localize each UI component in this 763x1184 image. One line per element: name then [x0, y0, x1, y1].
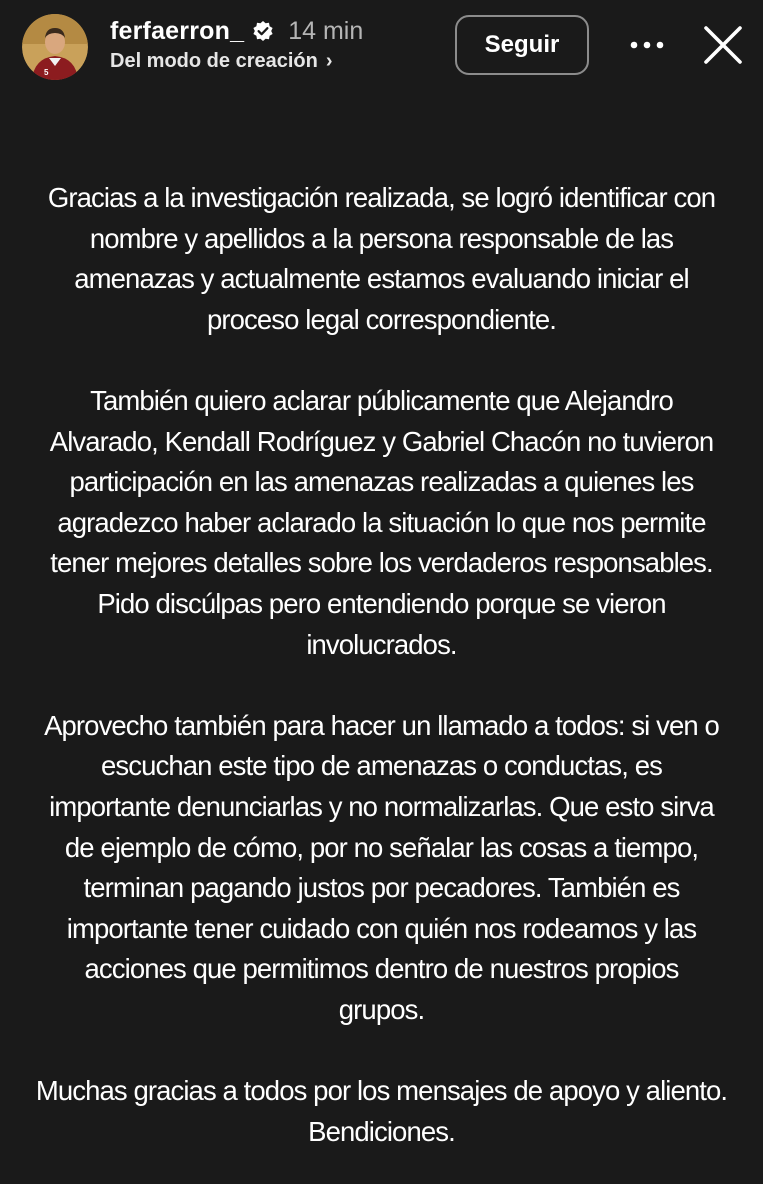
svg-text:5: 5 [44, 68, 49, 77]
creation-mode-label: Del modo de creación [110, 49, 318, 72]
story-text [0, 178, 763, 1152]
story-line: Bendiciones. [308, 1115, 455, 1147]
story-line: importante tener cuidado con quién nos rodeamos y las [66, 912, 697, 944]
story-line: Gracias a la investigación realizada, se logró identificar con [47, 182, 716, 213]
story-paragraph [0, 178, 763, 340]
story-line: Pido discúlpas pero entendiendo porque se vieron [97, 587, 666, 619]
story-line: grupos. [338, 993, 425, 1025]
story-line: de ejemplo de cómo, por no señalar las cosas a tiempo, [64, 831, 699, 863]
story-line: También quiero aclarar públicamente que Alejandro [90, 384, 673, 416]
paragraph-gap [0, 665, 763, 706]
story-line: proceso legal correspondiente. [206, 303, 557, 335]
story-line: acciones que permitimos dentro de nuestros propios [84, 953, 679, 985]
story-line: participación en las amenazas realizadas a quienes les [69, 466, 694, 498]
story-line: Aprovecho también para hacer un llamado a todos: si ven o [44, 709, 719, 741]
story-paragraph [0, 1071, 763, 1152]
chevron-right-icon: › [325, 49, 333, 72]
story-line: terminan pagando justos por pecadores. También es [83, 872, 680, 904]
story-paragraph [0, 381, 763, 665]
story-header [0, 0, 763, 92]
story-line: importante denunciarlas y no normalizarlas. Que esto sirva [49, 790, 714, 822]
close-icon [700, 22, 746, 68]
close-button[interactable] [700, 22, 746, 68]
story-line: agradezco haber aclarado la situación lo que nos permite [57, 506, 706, 538]
story-line: tener mejores detalles sobre los verdaderos responsables. [50, 547, 713, 579]
story-line: Alvarado, Kendall Rodríguez y Gabriel Chacón no tuvieron [49, 425, 714, 457]
profile-avatar[interactable] [22, 14, 88, 80]
story-line: involucrados. [306, 628, 457, 660]
follow-button[interactable]: Seguir [455, 15, 589, 75]
story-line: Muchas gracias a todos por los mensajes de apoyo y aliento. [35, 1075, 728, 1107]
story-line: escuchan este tipo de amenazas o conductas, es [101, 750, 662, 782]
story-paragraph [0, 706, 763, 1031]
post-time: 14 min [288, 16, 364, 45]
username[interactable]: ferfaerron_ [110, 16, 245, 45]
story-line: nombre y apellidos a la persona responsable de las [89, 222, 674, 254]
paragraph-gap [0, 340, 763, 381]
avatar-image [22, 14, 88, 80]
story-line: amenazas y actualmente estamos evaluando iniciar el [74, 263, 689, 295]
user-info [110, 14, 363, 74]
more-horizontal-icon [630, 41, 664, 49]
creation-mode-link[interactable] [110, 48, 363, 74]
paragraph-gap [0, 1030, 763, 1071]
more-options-button[interactable] [622, 28, 672, 62]
verified-badge-icon [252, 20, 274, 42]
